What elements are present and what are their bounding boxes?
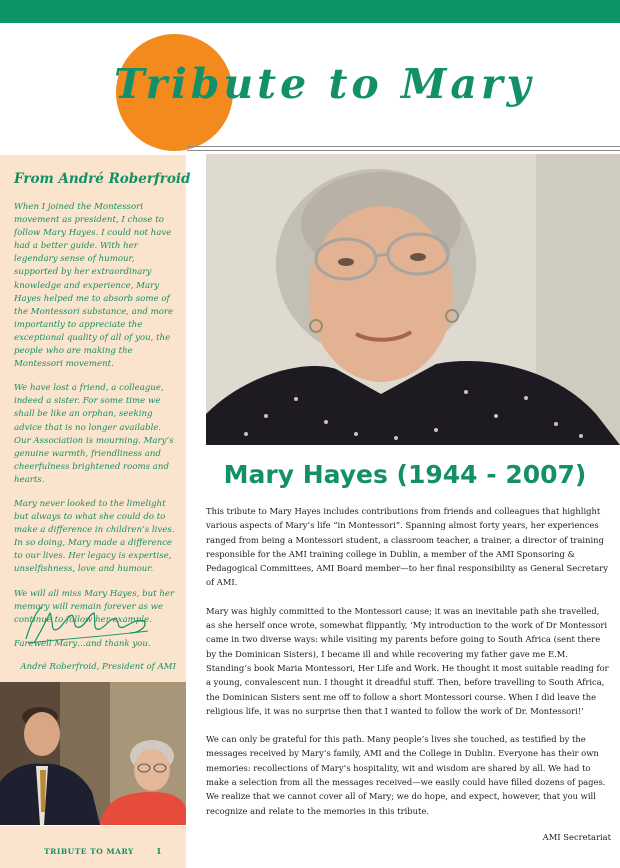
sidebar-signoff: André Roberfroid, President of AMI (20, 661, 176, 672)
main-heading: Mary Hayes (1944 - 2007) (223, 460, 587, 489)
signature-image (20, 599, 160, 649)
page-title: Tribute to Mary (114, 60, 535, 108)
sidebar-paragraph: We have lost a friend, a colleague, indeed a sister. For some time we shall be like an orphan, seeking advice that is no longer available. Our Association is mourning. Mary’s genuine warmth, friendliness and cheerfulness brightened rooms and hearts. (14, 383, 174, 485)
sidebar-heading: From André Roberfroid (14, 171, 191, 187)
title-rule-top (187, 146, 620, 147)
article-signoff: AMI Secretariat (542, 831, 611, 842)
main-article (206, 504, 611, 842)
sidebar-paragraph: Farewell Mary…and thank you. (14, 638, 151, 649)
sidebar-paragraph: When I joined the Montessori movement as president, I chose to follow Mary Hayes. I could not have had a better guide. With her legendary sense of humour, supported by her extraordinary knowledge and experience, Mary Hayes helped me to absorb some of the Montessori substance, and more importantly to appreciate the exceptional quality of all of you, the people who are making the Montessori movement. (14, 202, 174, 370)
sidebar-paragraph: We will all miss Mary Hayes, but her memory will remain forever as we continue to follow her example. (14, 588, 175, 625)
title-rule-bottom (187, 150, 620, 151)
article-paragraph: This tribute to Mary Hayes includes contributions from friends and colleagues that highlight various aspects of Mary’s life “in Montessori”. Spanning almost forty years, her experiences ranged from being a Montessori student, a classroom teacher, a trainer, a director of training responsible for the AMI training college in Dublin, a member of the AMI Sponsoring & Pedagogical Committees, AMI Board member—to her final responsibility as General Secretary of AMI. (206, 506, 608, 588)
article-paragraph: We can only be grateful for this path. Many people’s lives she touched, as testified by the messages received by Mary’s family, AMI and the College in Dublin. Everyone has their own memories: recollections of Mary’s hospitality, wit and wisdom are shared by all. We had to make a selection from all the messages received—we easily could have filled dozens of pages. We realize that we cannot cover all of Mary; we do hope, and expect, however, that you will recognize and relate to the memories in this tribute. (206, 734, 606, 816)
sidebar-paragraph: Mary never looked to the limelight but always to what she could do to make a difference in children’s lives. In so doing, Mary made a difference to our lives. Her legacy is expertise, unselfishness, love and humour. (14, 498, 175, 575)
article-paragraph: Mary was highly committed to the Montessori cause; it was an inevitable path she travelled, as she herself once wrote, somewhat flippantly, ‘My introduction to the work of Dr Montessori came in two diverse ways: while visiting my parents before going to South Africa (sent there by the Dominican Sisters), I became ill and while recovering my father gave me E.M. Standing’s book Maria Montessori, Her Life and Work. He thought it most suitable reading for a young, convalescent nun. I thought it dreadful stuff. Then, before travelling to South Africa, the Dominican Sisters sent me off to follow a short Montessori course. When I did leave the religious life, it was no surprise then that I wanted to follow the work of Dr. Montessori!’ (206, 605, 609, 716)
photo-andre-and-mary (0, 682, 186, 825)
portrait-mary-hayes (206, 154, 620, 445)
sidebar-tribute (0, 155, 191, 682)
footer-label: TRIBUTE TO MARY (44, 847, 134, 856)
top-green-bar (0, 0, 620, 23)
page-number: 1 (156, 846, 162, 856)
